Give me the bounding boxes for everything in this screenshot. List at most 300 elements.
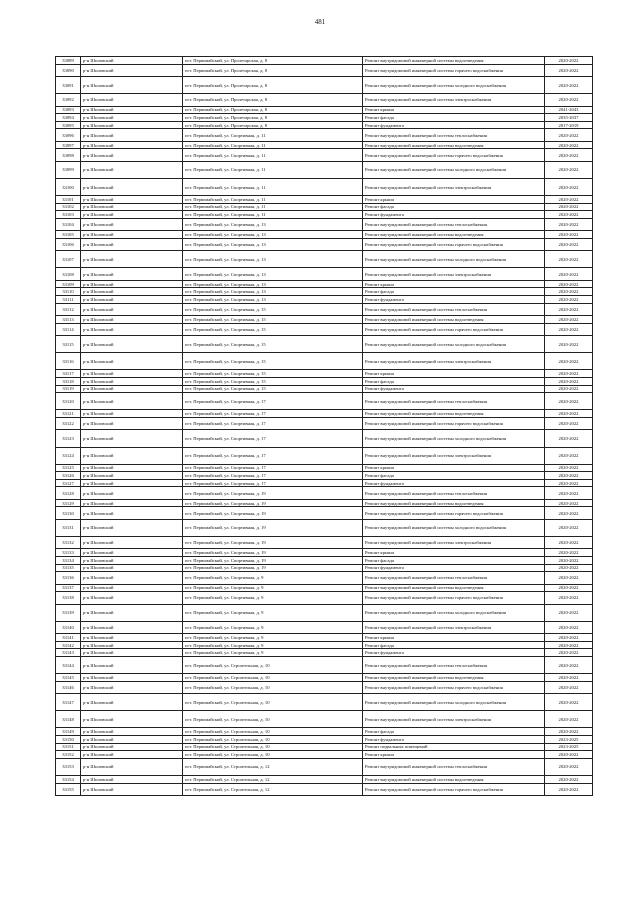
work-type-cell: Ремонт внутридомовой инженерной системы холодного водоснабжения bbox=[363, 694, 545, 711]
table-row bbox=[56, 487, 593, 499]
table-row bbox=[56, 430, 593, 447]
period-cell: 2020-2022 bbox=[545, 674, 593, 682]
period-cell: 2020-2022 bbox=[545, 129, 593, 141]
record-number: 33115 bbox=[56, 335, 81, 352]
district-cell: р-н Шиловский bbox=[81, 557, 183, 565]
period-cell: 2020-2022 bbox=[545, 776, 593, 784]
table-row bbox=[56, 211, 593, 219]
work-type-cell: Ремонт фундамента bbox=[363, 736, 545, 744]
period-cell: 2041-2043 bbox=[545, 106, 593, 114]
period-cell: 2020-2022 bbox=[545, 178, 593, 195]
record-number: 33134 bbox=[56, 557, 81, 565]
district-cell: р-н Шиловский bbox=[81, 711, 183, 728]
table-row bbox=[56, 743, 593, 751]
work-type-cell: Ремонт внутридомовой инженерной системы электроснабжения bbox=[363, 537, 545, 549]
record-number: 33142 bbox=[56, 641, 81, 649]
district-cell: р-н Шиловский bbox=[81, 649, 183, 657]
address-cell: пгт. Первомайский, ул. Пролетарская, д. 8 bbox=[183, 64, 363, 76]
table-row bbox=[56, 711, 593, 728]
work-type-cell: Ремонт фундамента bbox=[363, 296, 545, 304]
address-cell: пгт. Первомайский, ул. Спортивная, д. 19 bbox=[183, 537, 363, 549]
district-cell: р-н Шиловский bbox=[81, 231, 183, 239]
district-cell: р-н Шиловский bbox=[81, 303, 183, 315]
work-type-cell: Ремонт фундамента bbox=[363, 385, 545, 393]
record-number: 33093 bbox=[56, 106, 81, 114]
work-type-cell: Ремонт фундамента bbox=[363, 121, 545, 129]
address-cell: пгт. Первомайский, ул. Пролетарская, д. 8 bbox=[183, 57, 363, 65]
district-cell: р-н Шиловский bbox=[81, 211, 183, 219]
period-cell: 2020-2022 bbox=[545, 499, 593, 507]
record-number: 33136 bbox=[56, 572, 81, 584]
period-cell: 2020-2022 bbox=[545, 161, 593, 178]
address-cell: пгт. Первомайский, ул. Строительная, д. 10 bbox=[183, 681, 363, 693]
record-number: 33094 bbox=[56, 114, 81, 122]
district-cell: р-н Шиловский bbox=[81, 141, 183, 149]
district-cell: р-н Шиловский bbox=[81, 268, 183, 280]
table-row bbox=[56, 251, 593, 268]
district-cell: р-н Шиловский bbox=[81, 251, 183, 268]
address-cell: пгт. Первомайский, ул. Пролетарская, д. 8 bbox=[183, 106, 363, 114]
record-number: 33109 bbox=[56, 280, 81, 288]
record-number: 33154 bbox=[56, 776, 81, 784]
period-cell: 2020-2022 bbox=[545, 417, 593, 429]
period-cell: 2020-2022 bbox=[545, 783, 593, 795]
address-cell: пгт. Первомайский, ул. Спортивная, д. 19 bbox=[183, 519, 363, 536]
district-cell: р-н Шиловский bbox=[81, 674, 183, 682]
work-type-cell: Ремонт внутридомовой инженерной системы теплоснабжения bbox=[363, 758, 545, 775]
address-cell: пгт. Первомайский, ул. Спортивная, д. 13 bbox=[183, 231, 363, 239]
address-cell: пгт. Первомайский, ул. Спортивная, д. 13 bbox=[183, 296, 363, 304]
address-cell: пгт. Первомайский, ул. Строительная, д. 12 bbox=[183, 776, 363, 784]
address-cell: пгт. Первомайский, ул. Спортивная, д. 9 bbox=[183, 634, 363, 642]
address-cell: пгт. Первомайский, ул. Строительная, д. 10 bbox=[183, 743, 363, 751]
address-cell: пгт. Первомайский, ул. Спортивная, д. 15 bbox=[183, 377, 363, 385]
table-row bbox=[56, 656, 593, 673]
table-row bbox=[56, 681, 593, 693]
period-cell: 2020-2022 bbox=[545, 251, 593, 268]
work-type-cell: Ремонт внутридомовой инженерной системы холодного водоснабжения bbox=[363, 519, 545, 536]
table-row bbox=[56, 751, 593, 759]
district-cell: р-н Шиловский bbox=[81, 537, 183, 549]
district-cell: р-н Шиловский bbox=[81, 656, 183, 673]
district-cell: р-н Шиловский bbox=[81, 751, 183, 759]
district-cell: р-н Шиловский bbox=[81, 280, 183, 288]
address-cell: пгт. Первомайский, ул. Спортивная, д. 17 bbox=[183, 430, 363, 447]
address-cell: пгт. Первомайский, ул. Спортивная, д. 13 bbox=[183, 238, 363, 250]
work-type-cell: Ремонт фасада bbox=[363, 557, 545, 565]
district-cell: р-н Шиловский bbox=[81, 641, 183, 649]
table-row bbox=[56, 385, 593, 393]
district-cell: р-н Шиловский bbox=[81, 296, 183, 304]
work-type-cell: Ремонт внутридомовой инженерной системы горячего водоснабжения bbox=[363, 783, 545, 795]
work-type-cell: Ремонт фундамента bbox=[363, 564, 545, 572]
address-cell: пгт. Первомайский, ул. Спортивная, д. 9 bbox=[183, 584, 363, 592]
district-cell: р-н Шиловский bbox=[81, 114, 183, 122]
address-cell: пгт. Первомайский, ул. Спортивная, д. 15 bbox=[183, 335, 363, 352]
repair-schedule-table bbox=[55, 56, 593, 796]
work-type-cell: Ремонт крыши bbox=[363, 280, 545, 288]
record-number: 33125 bbox=[56, 464, 81, 472]
record-number: 33101 bbox=[56, 196, 81, 204]
table-row bbox=[56, 296, 593, 304]
district-cell: р-н Шиловский bbox=[81, 121, 183, 129]
district-cell: р-н Шиловский bbox=[81, 335, 183, 352]
record-number: 33089 bbox=[56, 57, 81, 65]
period-cell: 2020-2022 bbox=[545, 316, 593, 324]
work-type-cell: Ремонт внутридомовой инженерной системы горячего водоснабжения bbox=[363, 417, 545, 429]
work-type-cell: Ремонт крыши bbox=[363, 549, 545, 557]
table-row bbox=[56, 231, 593, 239]
period-cell: 2020-2022 bbox=[545, 410, 593, 418]
record-number: 33131 bbox=[56, 519, 81, 536]
address-cell: пгт. Первомайский, ул. Спортивная, д. 9 bbox=[183, 621, 363, 633]
district-cell: р-н Шиловский bbox=[81, 743, 183, 751]
district-cell: р-н Шиловский bbox=[81, 161, 183, 178]
period-cell: 2020-2022 bbox=[545, 76, 593, 93]
period-cell: 2020-2022 bbox=[545, 472, 593, 480]
record-number: 33141 bbox=[56, 634, 81, 642]
record-number: 33143 bbox=[56, 649, 81, 657]
work-type-cell: Ремонт внутридомовой инженерной системы теплоснабжения bbox=[363, 393, 545, 410]
period-cell: 2020-2022 bbox=[545, 604, 593, 621]
record-number: 33122 bbox=[56, 417, 81, 429]
period-cell: 2020-2022 bbox=[545, 94, 593, 106]
work-type-cell: Ремонт внутридомовой инженерной системы холодного водоснабжения bbox=[363, 161, 545, 178]
address-cell: пгт. Первомайский, ул. Спортивная, д. 17 bbox=[183, 447, 363, 464]
district-cell: р-н Шиловский bbox=[81, 694, 183, 711]
address-cell: пгт. Первомайский, ул. Строительная, д. 10 bbox=[183, 694, 363, 711]
period-cell: 2020-2022 bbox=[545, 464, 593, 472]
work-type-cell: Ремонт внутридомовой инженерной системы холодного водоснабжения bbox=[363, 430, 545, 447]
period-cell: 2020-2022 bbox=[545, 430, 593, 447]
work-type-cell: Ремонт крыши bbox=[363, 464, 545, 472]
district-cell: р-н Шиловский bbox=[81, 634, 183, 642]
period-cell: 2020-2022 bbox=[545, 557, 593, 565]
address-cell: пгт. Первомайский, ул. Спортивная, д. 17 bbox=[183, 464, 363, 472]
period-cell: 2020-2022 bbox=[545, 507, 593, 519]
district-cell: р-н Шиловский bbox=[81, 681, 183, 693]
record-number: 33120 bbox=[56, 393, 81, 410]
table-row bbox=[56, 519, 593, 536]
address-cell: пгт. Первомайский, ул. Спортивная, д. 19 bbox=[183, 499, 363, 507]
period-cell: 2020-2022 bbox=[545, 751, 593, 759]
period-cell: 2020-2022 bbox=[545, 211, 593, 219]
work-type-cell: Ремонт фундамента bbox=[363, 211, 545, 219]
district-cell: р-н Шиловский bbox=[81, 572, 183, 584]
district-cell: р-н Шиловский bbox=[81, 385, 183, 393]
table-row bbox=[56, 776, 593, 784]
district-cell: р-н Шиловский bbox=[81, 323, 183, 335]
work-type-cell: Ремонт фасада bbox=[363, 377, 545, 385]
record-number: 33144 bbox=[56, 656, 81, 673]
district-cell: р-н Шиловский bbox=[81, 178, 183, 195]
address-cell: пгт. Первомайский, ул. Спортивная, д. 13 bbox=[183, 280, 363, 288]
district-cell: р-н Шиловский bbox=[81, 64, 183, 76]
district-cell: р-н Шиловский bbox=[81, 94, 183, 106]
record-number: 33097 bbox=[56, 141, 81, 149]
record-number: 33104 bbox=[56, 218, 81, 230]
work-type-cell: Ремонт фасада bbox=[363, 728, 545, 736]
table-row bbox=[56, 238, 593, 250]
period-cell: 2020-2022 bbox=[545, 335, 593, 352]
period-cell: 2023-2025 bbox=[545, 743, 593, 751]
record-number: 33113 bbox=[56, 316, 81, 324]
record-number: 33138 bbox=[56, 592, 81, 604]
table-row bbox=[56, 537, 593, 549]
period-cell: 2020-2022 bbox=[545, 537, 593, 549]
record-number: 33095 bbox=[56, 121, 81, 129]
period-cell: 2020-2022 bbox=[545, 57, 593, 65]
work-type-cell: Ремонт внутридомовой инженерной системы электроснабжения bbox=[363, 353, 545, 370]
table-row bbox=[56, 106, 593, 114]
work-type-cell: Ремонт внутридомовой инженерной системы электроснабжения bbox=[363, 178, 545, 195]
work-type-cell: Ремонт крыши bbox=[363, 370, 545, 378]
period-cell: 2020-2022 bbox=[545, 621, 593, 633]
address-cell: пгт. Первомайский, ул. Спортивная, д. 9 bbox=[183, 604, 363, 621]
period-cell: 2020-2022 bbox=[545, 694, 593, 711]
period-cell: 2020-2022 bbox=[545, 584, 593, 592]
district-cell: р-н Шиловский bbox=[81, 519, 183, 536]
period-cell: 2020-2022 bbox=[545, 370, 593, 378]
record-number: 33124 bbox=[56, 447, 81, 464]
work-type-cell: Ремонт внутридомовой инженерной системы водоотведения bbox=[363, 410, 545, 418]
table-row bbox=[56, 218, 593, 230]
period-cell: 2020-2022 bbox=[545, 385, 593, 393]
table-row bbox=[56, 649, 593, 657]
district-cell: р-н Шиловский bbox=[81, 203, 183, 211]
record-number: 33150 bbox=[56, 736, 81, 744]
work-type-cell: Ремонт внутридомовой инженерной системы водоотведения bbox=[363, 499, 545, 507]
district-cell: р-н Шиловский bbox=[81, 238, 183, 250]
address-cell: пгт. Первомайский, ул. Спортивная, д. 15 bbox=[183, 353, 363, 370]
address-cell: пгт. Первомайский, ул. Спортивная, д. 17 bbox=[183, 479, 363, 487]
address-cell: пгт. Первомайский, ул. Спортивная, д. 13 bbox=[183, 218, 363, 230]
record-number: 33130 bbox=[56, 507, 81, 519]
record-number: 33148 bbox=[56, 711, 81, 728]
period-cell: 2020-2022 bbox=[545, 592, 593, 604]
work-type-cell: Ремонт крыши bbox=[363, 751, 545, 759]
record-number: 33127 bbox=[56, 479, 81, 487]
period-cell: 2020-2022 bbox=[545, 641, 593, 649]
record-number: 33123 bbox=[56, 430, 81, 447]
work-type-cell: Ремонт внутридомовой инженерной системы водоотведения bbox=[363, 316, 545, 324]
record-number: 33107 bbox=[56, 251, 81, 268]
record-number: 33103 bbox=[56, 211, 81, 219]
address-cell: пгт. Первомайский, ул. Спортивная, д. 19 bbox=[183, 487, 363, 499]
address-cell: пгт. Первомайский, ул. Спортивная, д. 15 bbox=[183, 303, 363, 315]
table-row bbox=[56, 736, 593, 744]
table-row bbox=[56, 149, 593, 161]
record-number: 33114 bbox=[56, 323, 81, 335]
address-cell: пгт. Первомайский, ул. Строительная, д. 10 bbox=[183, 751, 363, 759]
district-cell: р-н Шиловский bbox=[81, 604, 183, 621]
record-number: 33132 bbox=[56, 537, 81, 549]
record-number: 33118 bbox=[56, 377, 81, 385]
district-cell: р-н Шиловский bbox=[81, 129, 183, 141]
period-cell: 2020-2022 bbox=[545, 296, 593, 304]
table-row bbox=[56, 303, 593, 315]
record-number: 33129 bbox=[56, 499, 81, 507]
period-cell: 2020-2022 bbox=[545, 487, 593, 499]
record-number: 33147 bbox=[56, 694, 81, 711]
period-cell: 2020-2022 bbox=[545, 218, 593, 230]
table-row bbox=[56, 507, 593, 519]
district-cell: р-н Шиловский bbox=[81, 57, 183, 65]
address-cell: пгт. Первомайский, ул. Строительная, д. 10 bbox=[183, 711, 363, 728]
record-number: 33116 bbox=[56, 353, 81, 370]
district-cell: р-н Шиловский bbox=[81, 564, 183, 572]
table-row bbox=[56, 268, 593, 280]
work-type-cell: Ремонт внутридомовой инженерной системы холодного водоснабжения bbox=[363, 604, 545, 621]
address-cell: пгт. Первомайский, ул. Спортивная, д. 11 bbox=[183, 196, 363, 204]
address-cell: пгт. Первомайский, ул. Пролетарская, д. 8 bbox=[183, 114, 363, 122]
address-cell: пгт. Первомайский, ул. Спортивная, д. 19 bbox=[183, 557, 363, 565]
record-number: 33149 bbox=[56, 728, 81, 736]
address-cell: пгт. Первомайский, ул. Спортивная, д. 17 bbox=[183, 393, 363, 410]
record-number: 33121 bbox=[56, 410, 81, 418]
record-number: 33137 bbox=[56, 584, 81, 592]
address-cell: пгт. Первомайский, ул. Спортивная, д. 9 bbox=[183, 641, 363, 649]
period-cell: 2020-2022 bbox=[545, 479, 593, 487]
period-cell: 2017-2019 bbox=[545, 121, 593, 129]
district-cell: р-н Шиловский bbox=[81, 430, 183, 447]
district-cell: р-н Шиловский bbox=[81, 149, 183, 161]
work-type-cell: Ремонт внутридомовой инженерной системы горячего водоснабжения bbox=[363, 149, 545, 161]
period-cell: 2020-2022 bbox=[545, 238, 593, 250]
record-number: 33155 bbox=[56, 783, 81, 795]
address-cell: пгт. Первомайский, ул. Строительная, д. 10 bbox=[183, 728, 363, 736]
record-number: 33106 bbox=[56, 238, 81, 250]
period-cell: 2020-2022 bbox=[545, 288, 593, 296]
table-row bbox=[56, 479, 593, 487]
period-cell: 2020-2022 bbox=[545, 64, 593, 76]
work-type-cell: Ремонт фасада bbox=[363, 114, 545, 122]
address-cell: пгт. Первомайский, ул. Строительная, д. 10 bbox=[183, 656, 363, 673]
district-cell: р-н Шиловский bbox=[81, 621, 183, 633]
address-cell: пгт. Первомайский, ул. Спортивная, д. 11 bbox=[183, 203, 363, 211]
address-cell: пгт. Первомайский, ул. Спортивная, д. 13 bbox=[183, 251, 363, 268]
record-number: 33102 bbox=[56, 203, 81, 211]
table-row bbox=[56, 280, 593, 288]
district-cell: р-н Шиловский bbox=[81, 592, 183, 604]
record-number: 33135 bbox=[56, 564, 81, 572]
district-cell: р-н Шиловский bbox=[81, 377, 183, 385]
district-cell: р-н Шиловский bbox=[81, 499, 183, 507]
table-row bbox=[56, 57, 593, 65]
table-row bbox=[56, 94, 593, 106]
table-row bbox=[56, 557, 593, 565]
work-type-cell: Ремонт фундамента bbox=[363, 649, 545, 657]
table-row bbox=[56, 196, 593, 204]
record-number: 33146 bbox=[56, 681, 81, 693]
period-cell: 2020-2022 bbox=[545, 141, 593, 149]
period-cell: 2035-2037 bbox=[545, 114, 593, 122]
period-cell: 2020-2022 bbox=[545, 758, 593, 775]
address-cell: пгт. Первомайский, ул. Спортивная, д. 13 bbox=[183, 288, 363, 296]
work-type-cell: Ремонт внутридомовой инженерной системы теплоснабжения bbox=[363, 572, 545, 584]
work-type-cell: Ремонт внутридомовой инженерной системы водоотведения bbox=[363, 57, 545, 65]
work-type-cell: Ремонт фундамента bbox=[363, 479, 545, 487]
table-row bbox=[56, 572, 593, 584]
district-cell: р-н Шиловский bbox=[81, 479, 183, 487]
period-cell: 2020-2022 bbox=[545, 377, 593, 385]
table-row bbox=[56, 161, 593, 178]
record-number: 33128 bbox=[56, 487, 81, 499]
table-row bbox=[56, 288, 593, 296]
period-cell: 2020-2022 bbox=[545, 519, 593, 536]
work-type-cell: Ремонт фасада bbox=[363, 472, 545, 480]
district-cell: р-н Шиловский bbox=[81, 196, 183, 204]
work-type-cell: Ремонт фасада bbox=[363, 641, 545, 649]
address-cell: пгт. Первомайский, ул. Спортивная, д. 11 bbox=[183, 161, 363, 178]
district-cell: р-н Шиловский bbox=[81, 76, 183, 93]
district-cell: р-н Шиловский bbox=[81, 758, 183, 775]
address-cell: пгт. Первомайский, ул. Спортивная, д. 9 bbox=[183, 572, 363, 584]
table-row bbox=[56, 499, 593, 507]
work-type-cell: Ремонт внутридомовой инженерной системы электроснабжения bbox=[363, 94, 545, 106]
record-number: 33117 bbox=[56, 370, 81, 378]
record-number: 33140 bbox=[56, 621, 81, 633]
address-cell: пгт. Первомайский, ул. Пролетарская, д. 8 bbox=[183, 94, 363, 106]
table-row bbox=[56, 114, 593, 122]
address-cell: пгт. Первомайский, ул. Строительная, д. 10 bbox=[183, 674, 363, 682]
work-type-cell: Ремонт внутридомовой инженерной системы теплоснабжения bbox=[363, 656, 545, 673]
address-cell: пгт. Первомайский, ул. Спортивная, д. 19 bbox=[183, 549, 363, 557]
period-cell: 2020-2022 bbox=[545, 280, 593, 288]
table-row bbox=[56, 694, 593, 711]
work-type-cell: Ремонт внутридомовой инженерной системы водоотведения bbox=[363, 776, 545, 784]
work-type-cell: Ремонт внутридомовой инженерной системы теплоснабжения bbox=[363, 218, 545, 230]
work-type-cell: Ремонт фасада bbox=[363, 203, 545, 211]
record-number: 33099 bbox=[56, 161, 81, 178]
table-row bbox=[56, 674, 593, 682]
address-cell: пгт. Первомайский, ул. Спортивная, д. 17 bbox=[183, 417, 363, 429]
district-cell: р-н Шиловский bbox=[81, 549, 183, 557]
table-row bbox=[56, 758, 593, 775]
work-type-cell: Ремонт внутридомовой инженерной системы горячего водоснабжения bbox=[363, 323, 545, 335]
table-row bbox=[56, 323, 593, 335]
record-number: 33126 bbox=[56, 472, 81, 480]
period-cell: 2020-2022 bbox=[545, 149, 593, 161]
table-row bbox=[56, 641, 593, 649]
period-cell: 2020-2022 bbox=[545, 303, 593, 315]
period-cell: 2020-2022 bbox=[545, 634, 593, 642]
work-type-cell: Ремонт внутридомовой инженерной системы теплоснабжения bbox=[363, 129, 545, 141]
address-cell: пгт. Первомайский, ул. Строительная, д. 12 bbox=[183, 758, 363, 775]
period-cell: 2020-2022 bbox=[545, 231, 593, 239]
table-row bbox=[56, 129, 593, 141]
table-row bbox=[56, 393, 593, 410]
table-row bbox=[56, 121, 593, 129]
record-number: 33091 bbox=[56, 76, 81, 93]
table-row bbox=[56, 564, 593, 572]
district-cell: р-н Шиловский bbox=[81, 370, 183, 378]
period-cell: 2020-2022 bbox=[545, 196, 593, 204]
address-cell: пгт. Первомайский, ул. Строительная, д. 10 bbox=[183, 736, 363, 744]
address-cell: пгт. Первомайский, ул. Спортивная, д. 11 bbox=[183, 178, 363, 195]
record-number: 33108 bbox=[56, 268, 81, 280]
address-cell: пгт. Первомайский, ул. Спортивная, д. 15 bbox=[183, 323, 363, 335]
period-cell: 2020-2022 bbox=[545, 323, 593, 335]
table-row bbox=[56, 472, 593, 480]
district-cell: р-н Шиловский bbox=[81, 472, 183, 480]
work-type-cell: Ремонт крыши bbox=[363, 196, 545, 204]
address-cell: пгт. Первомайский, ул. Спортивная, д. 11 bbox=[183, 129, 363, 141]
page-number: 481 bbox=[314, 18, 326, 26]
district-cell: р-н Шиловский bbox=[81, 417, 183, 429]
record-number: 33153 bbox=[56, 758, 81, 775]
work-type-cell: Ремонт внутридомовой инженерной системы электроснабжения bbox=[363, 621, 545, 633]
